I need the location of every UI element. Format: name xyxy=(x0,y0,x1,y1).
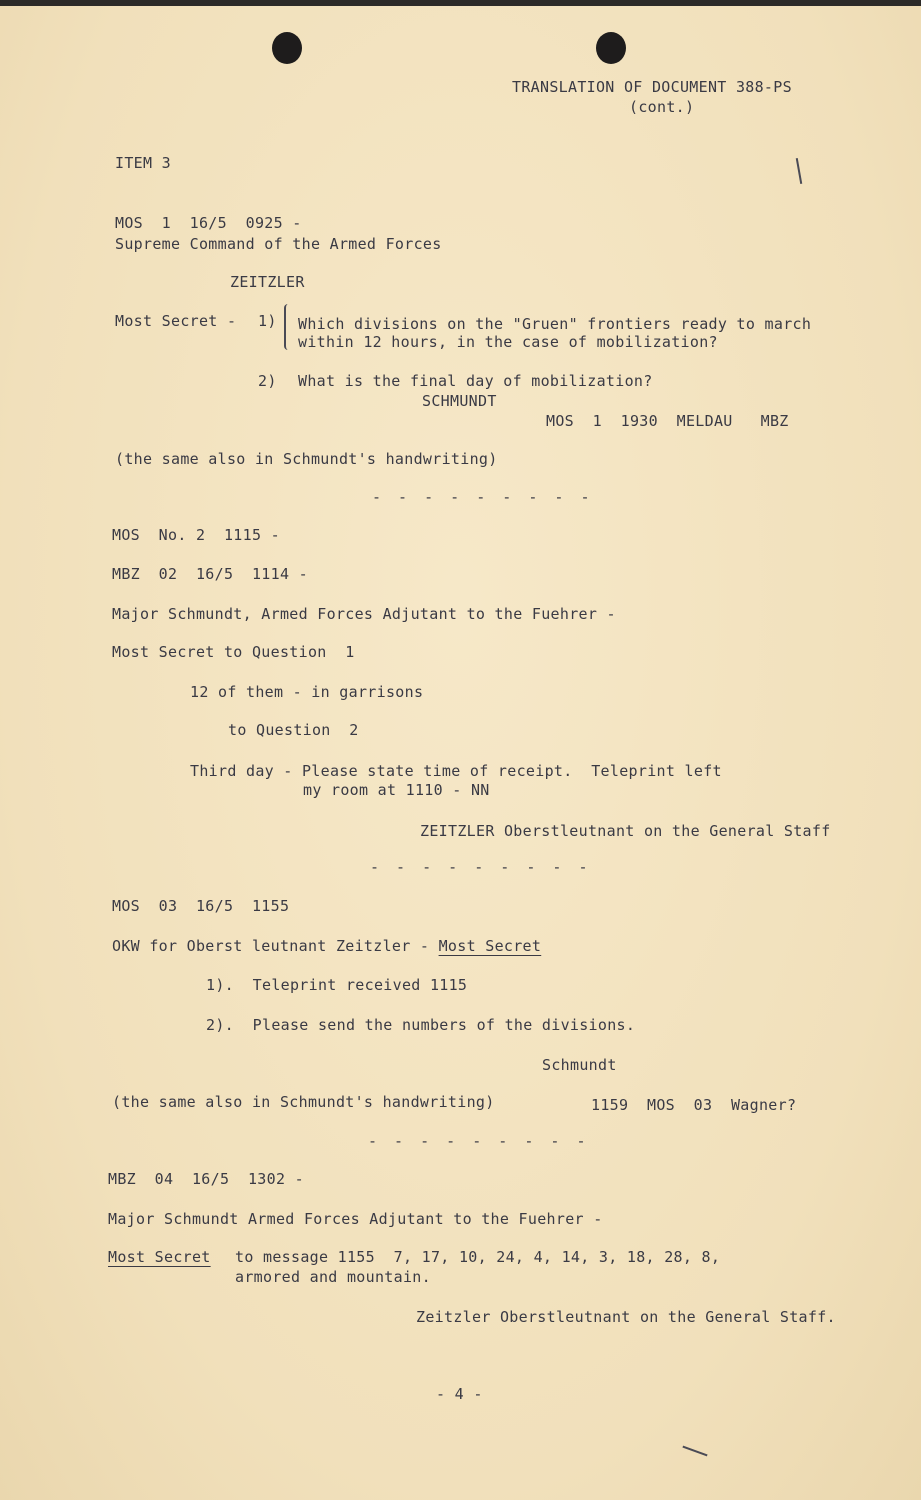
msg3-signature: Schmundt xyxy=(542,1056,617,1074)
msg3-item-1: 1). Teleprint received 1115 xyxy=(206,976,468,994)
msg1-routing: MOS 1 1930 MELDAU MBZ xyxy=(546,412,789,430)
msg1-most-secret: Most Secret - xyxy=(115,312,237,330)
msg1-q2-text: What is the final day of mobilization? xyxy=(298,372,653,390)
msg1-note: (the same also in Schmundt's handwriting) xyxy=(115,450,498,468)
msg2-answer-1: 12 of them - in garrisons xyxy=(190,683,424,701)
msg3-header: MOS 03 16/5 1155 xyxy=(112,897,290,915)
separator-3: - - - - - - - - - xyxy=(368,1132,590,1150)
document-cont: (cont.) xyxy=(629,98,695,116)
pen-mark-bottom xyxy=(682,1446,707,1457)
msg3-most-secret: Most Secret xyxy=(438,937,542,955)
msg3-routing: 1159 MOS 03 Wagner? xyxy=(591,1096,797,1114)
msg2-most-secret: Most Secret to Question 1 xyxy=(112,643,355,661)
msg1-addressee: ZEITZLER xyxy=(230,273,305,291)
item-label: ITEM 3 xyxy=(115,154,171,172)
msg2-header: MOS No. 2 1115 - xyxy=(112,526,280,544)
msg2-answer-2-line2: my room at 1110 - NN xyxy=(303,781,490,799)
msg4-header: MBZ 04 16/5 1302 - xyxy=(108,1170,304,1188)
msg3-note: (the same also in Schmundt's handwriting) xyxy=(112,1093,495,1111)
msg1-signature: SCHMUNDT xyxy=(422,392,497,410)
msg3-item-2: 2). Please send the numbers of the divisions. xyxy=(206,1016,636,1034)
msg1-q1-number: 1) xyxy=(258,312,277,330)
msg2-answer-2-line1: Third day - Please state time of receipt. Teleprint left xyxy=(190,762,722,780)
msg4-most-secret: Most Secret xyxy=(108,1248,211,1266)
msg1-header: MOS 1 16/5 0925 - xyxy=(115,214,302,232)
msg1-sender: Supreme Command of the Armed Forces xyxy=(115,235,442,253)
msg2-routing: MBZ 02 16/5 1114 - xyxy=(112,565,308,583)
msg1-q1-line2: within 12 hours, in the case of mobilization? xyxy=(298,333,718,351)
separator-2: - - - - - - - - - xyxy=(370,858,592,876)
msg4-text-line2: armored and mountain. xyxy=(235,1268,431,1286)
msg3-addressee-text: OKW for Oberst leutnant Zeitzler - xyxy=(112,937,439,955)
punch-hole-right xyxy=(596,32,626,64)
msg1-q2-number: 2) xyxy=(258,372,277,390)
document-title: TRANSLATION OF DOCUMENT 388-PS xyxy=(512,78,792,96)
separator-1: - - - - - - - - - xyxy=(372,488,594,506)
page-number: - 4 - xyxy=(436,1385,483,1403)
msg2-addressee: Major Schmundt, Armed Forces Adjutant to the Fuehrer - xyxy=(112,605,616,623)
scan-edge xyxy=(0,0,921,6)
punch-hole-left xyxy=(272,32,302,64)
question-brace xyxy=(284,304,292,350)
msg4-addressee: Major Schmundt Armed Forces Adjutant to the Fuehrer - xyxy=(108,1210,603,1228)
msg4-text-line1: to message 1155 7, 17, 10, 24, 4, 14, 3, 18, 28, 8, xyxy=(235,1248,721,1266)
msg2-signature: ZEITZLER Oberstleutnant on the General Staff xyxy=(420,822,831,840)
pen-mark xyxy=(796,158,802,184)
msg3-addressee xyxy=(112,937,541,955)
msg1-q1-line1: Which divisions on the "Gruen" frontiers ready to march xyxy=(298,315,812,333)
msg2-question-2: to Question 2 xyxy=(228,721,359,739)
msg4-signature: Zeitzler Oberstleutnant on the General Staff. xyxy=(416,1308,836,1326)
